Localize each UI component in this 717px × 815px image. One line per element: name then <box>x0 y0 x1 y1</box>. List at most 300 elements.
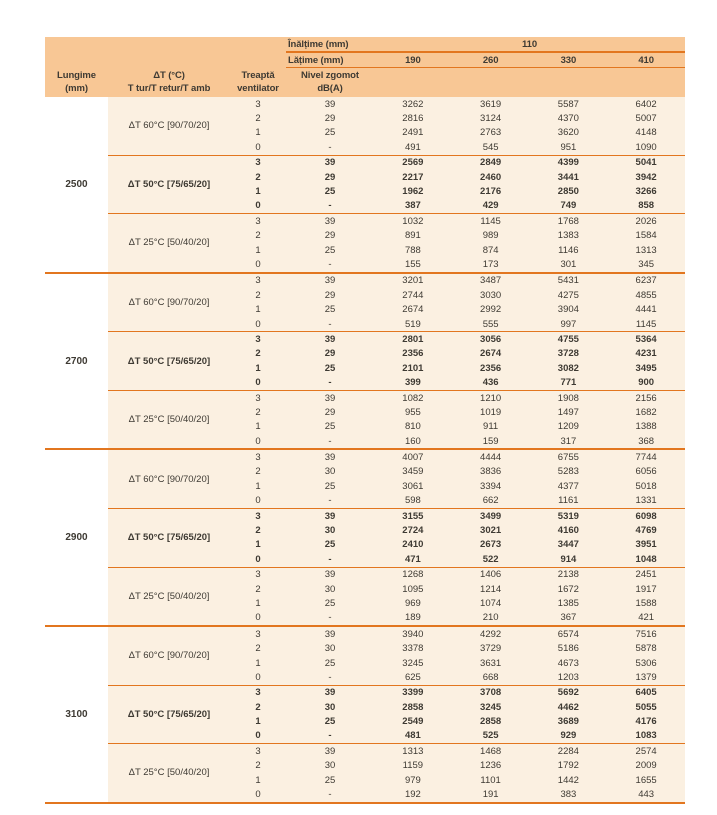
fan-step-cell: 0 <box>255 141 261 153</box>
output-value-cell: 668 <box>482 671 499 683</box>
output-value-cell: 7744 <box>635 452 657 464</box>
fan-step-cell: 3 <box>255 215 261 227</box>
fan-step-cell: 2 <box>255 171 261 183</box>
header-row-columns <box>45 68 685 97</box>
fan-step-cell: 1 <box>255 186 261 198</box>
output-value-cell: 1146 <box>558 244 579 256</box>
dt-group <box>108 97 685 156</box>
noise-level-cell: 25 <box>324 244 336 256</box>
length-value: 3100 <box>45 627 108 802</box>
output-value-cell: 2156 <box>635 392 657 404</box>
noise-level-cell: - <box>328 612 332 624</box>
output-value-cell: 6755 <box>557 452 579 464</box>
output-value-cell: 2549 <box>402 716 424 728</box>
noise-level-cell: 39 <box>324 275 336 287</box>
fan-step-cell: 2 <box>255 113 261 125</box>
output-value-cell: 5041 <box>635 157 657 169</box>
output-value-cell: 436 <box>482 377 499 389</box>
noise-level-cell: 39 <box>324 333 336 345</box>
output-value-cell: 491 <box>404 141 421 153</box>
output-value-cell: 3689 <box>557 716 579 728</box>
output-value-cell: 210 <box>482 612 499 624</box>
output-value-cell: 6405 <box>635 687 657 699</box>
output-value-cell: 3942 <box>635 171 657 183</box>
output-value-cell: 2410 <box>402 539 424 551</box>
output-value-cell: 2858 <box>480 716 502 728</box>
output-value-cell: 2356 <box>402 348 424 360</box>
output-value-cell: 4275 <box>557 289 579 301</box>
dt-label: ΔT 25°C [50/40/20] <box>128 590 210 602</box>
output-value-cell: 625 <box>404 671 421 683</box>
output-value-cell: 2217 <box>402 171 424 183</box>
noise-level-cell: 25 <box>324 362 336 374</box>
noise-level-cell: 39 <box>324 392 336 404</box>
output-value-cell: 1792 <box>557 760 579 772</box>
fan-step-cell: 2 <box>255 643 261 655</box>
output-value-cell: 1083 <box>635 730 657 742</box>
output-value-cell: 997 <box>560 318 577 330</box>
fan-step-cell: 0 <box>255 435 261 447</box>
output-value-cell: 555 <box>482 318 499 330</box>
output-value-cell: 5878 <box>635 643 657 655</box>
width-value: 190 <box>405 54 421 66</box>
output-value-cell: 481 <box>404 730 421 742</box>
noise-level-cell: 30 <box>324 643 336 655</box>
noise-level-cell: 25 <box>324 774 336 786</box>
fan-step-cell: 1 <box>255 716 261 728</box>
output-value-cell: 969 <box>404 597 421 609</box>
output-value-cell: 2724 <box>402 525 424 537</box>
output-value-cell: 2673 <box>480 539 502 551</box>
output-value-cell: 3155 <box>402 510 424 522</box>
output-value-cell: 3201 <box>402 275 424 287</box>
fan-step-cell: 1 <box>255 127 261 139</box>
output-value-cell: 891 <box>404 230 421 242</box>
output-value-cell: 2491 <box>402 127 424 139</box>
output-value-cell: 1962 <box>402 186 424 198</box>
width-value: 330 <box>560 54 577 66</box>
output-value-cell: 3056 <box>480 333 502 345</box>
header-row-height <box>45 37 685 53</box>
fan-step-cell: 0 <box>255 258 261 270</box>
fan-step-cell: 2 <box>255 701 261 713</box>
output-value-cell: 2849 <box>480 157 502 169</box>
noise-level-cell: 39 <box>324 98 336 110</box>
output-value-cell: 1442 <box>557 774 579 786</box>
output-value-cell: 1214 <box>480 583 502 595</box>
output-value-cell: 4673 <box>557 657 579 669</box>
height-label: Înălțime (mm) <box>288 39 349 51</box>
dt-label: ΔT 50°C [75/65/20] <box>127 708 211 720</box>
output-value-cell: 399 <box>404 377 421 389</box>
noise-level-cell: - <box>328 435 332 447</box>
fan-step-cell: 2 <box>255 583 261 595</box>
output-value-cell: 160 <box>404 435 421 447</box>
noise-level-cell: 39 <box>324 745 336 757</box>
width-value: 410 <box>638 54 654 66</box>
output-value-cell: 5692 <box>557 687 579 699</box>
output-value-cell: 1101 <box>480 774 501 786</box>
width-value: 260 <box>482 54 499 66</box>
noise-level-cell: 25 <box>324 716 336 728</box>
fan-step-cell: 1 <box>255 362 261 374</box>
output-value-cell: 1908 <box>557 392 579 404</box>
noise-level-cell: - <box>328 377 332 389</box>
output-value-cell: 2801 <box>402 333 424 345</box>
output-value-cell: 155 <box>404 258 421 270</box>
output-value-cell: 1406 <box>480 569 502 581</box>
noise-level-cell: 29 <box>324 348 336 360</box>
length-group <box>45 627 685 804</box>
output-value-cell: 3399 <box>402 687 424 699</box>
fan-step-cell: 2 <box>255 289 261 301</box>
output-value-cell: 4176 <box>635 716 657 728</box>
output-value-cell: 2816 <box>402 113 424 125</box>
fan-step-cell: 3 <box>255 745 261 757</box>
output-value-cell: 1379 <box>635 671 657 683</box>
dt-group <box>108 686 685 745</box>
dt-subgroups <box>108 450 685 625</box>
dt-subgroups <box>108 97 685 272</box>
dt-group <box>108 156 685 215</box>
output-value-cell: 191 <box>482 789 499 801</box>
output-value-cell: 1082 <box>402 392 424 404</box>
column-header-length: Lungime (mm) <box>57 70 96 94</box>
noise-level-cell: 39 <box>324 157 336 169</box>
output-value-cell: 367 <box>560 612 577 624</box>
output-value-cell: 1236 <box>480 760 502 772</box>
output-value-cell: 3951 <box>635 539 657 551</box>
table-header <box>45 37 685 97</box>
dt-group <box>108 332 685 391</box>
output-value-cell: 5364 <box>635 333 657 345</box>
output-value-cell: 1313 <box>635 244 657 256</box>
output-value-cell: 2674 <box>480 348 502 360</box>
output-value-cell: 6056 <box>635 466 657 478</box>
output-value-cell: 4462 <box>557 701 579 713</box>
output-value-cell: 3728 <box>557 348 579 360</box>
noise-level-cell: - <box>328 141 332 153</box>
output-value-cell: 2451 <box>635 569 657 581</box>
output-value-cell: 192 <box>404 789 421 801</box>
noise-level-cell: 39 <box>324 687 336 699</box>
length-group <box>45 97 685 274</box>
fan-step-cell: 0 <box>255 612 261 624</box>
output-value-cell: 1019 <box>480 406 502 418</box>
noise-level-cell: 30 <box>324 466 336 478</box>
output-value-cell: 3620 <box>557 127 579 139</box>
output-value-cell: 189 <box>404 612 421 624</box>
dt-group <box>108 450 685 509</box>
output-value-cell: 662 <box>482 495 499 507</box>
output-value-cell: 3061 <box>402 480 424 492</box>
fan-step-cell: 0 <box>255 553 261 565</box>
noise-level-cell: - <box>328 789 332 801</box>
noise-level-cell: 39 <box>324 510 336 522</box>
output-value-cell: 2026 <box>635 215 657 227</box>
fan-step-cell: 0 <box>255 495 261 507</box>
noise-level-cell: 29 <box>324 230 336 242</box>
output-value-cell: 173 <box>482 258 499 270</box>
output-value-cell: 3245 <box>402 657 424 669</box>
noise-level-cell: 25 <box>324 127 336 139</box>
output-value-cell: 2176 <box>480 186 502 198</box>
dt-group <box>108 568 685 626</box>
output-value-cell: 1468 <box>480 745 502 757</box>
column-header-dt: ΔT (°C) T tur/T retur/T amb <box>127 70 211 94</box>
output-value-cell: 4231 <box>635 348 657 360</box>
output-value-cell: 1385 <box>557 597 579 609</box>
dt-label: ΔT 60°C [90/70/20] <box>128 650 210 662</box>
fan-step-cell: 1 <box>255 421 261 433</box>
output-value-cell: 1159 <box>402 760 424 772</box>
output-value-cell: 3021 <box>480 525 502 537</box>
output-value-cell: 5319 <box>557 510 579 522</box>
output-value-cell: 7516 <box>635 628 657 640</box>
output-value-cell: 4399 <box>557 157 579 169</box>
output-value-cell: 3631 <box>480 657 502 669</box>
fan-step-cell: 2 <box>255 406 261 418</box>
output-value-cell: 1203 <box>557 671 579 683</box>
output-value-cell: 2992 <box>480 304 502 316</box>
output-value-cell: 2850 <box>557 186 579 198</box>
output-value-cell: 1313 <box>402 745 424 757</box>
output-value-cell: 1584 <box>635 230 657 242</box>
length-value: 2900 <box>45 450 108 625</box>
output-value-cell: 1331 <box>635 495 657 507</box>
output-value-cell: 911 <box>483 421 499 433</box>
noise-level-cell: 25 <box>324 186 336 198</box>
fan-step-cell: 3 <box>255 275 261 287</box>
output-value-cell: 2744 <box>402 289 424 301</box>
output-value-cell: 1095 <box>402 583 424 595</box>
dt-label: ΔT 25°C [50/40/20] <box>128 237 210 249</box>
output-value-cell: 545 <box>482 141 499 153</box>
output-value-cell: 3708 <box>480 687 502 699</box>
output-value-cell: 368 <box>638 435 655 447</box>
fan-step-cell: 3 <box>255 628 261 640</box>
fan-step-cell: 1 <box>255 539 261 551</box>
output-value-cell: 1074 <box>480 597 502 609</box>
noise-level-cell: 25 <box>324 304 336 316</box>
fan-step-cell: 1 <box>255 244 261 256</box>
output-value-cell: 5007 <box>635 113 657 125</box>
output-value-cell: 3441 <box>557 171 579 183</box>
output-value-cell: 4292 <box>480 628 502 640</box>
output-value-cell: 522 <box>482 553 499 565</box>
output-value-cell: 3940 <box>402 628 424 640</box>
dt-label: ΔT 60°C [90/70/20] <box>128 296 210 308</box>
output-value-cell: 4377 <box>557 480 579 492</box>
column-header-fan-step: Treaptă ventilator <box>237 70 279 94</box>
noise-level-cell: 39 <box>324 452 336 464</box>
output-value-cell: 4444 <box>480 452 502 464</box>
output-value-cell: 2460 <box>480 171 502 183</box>
output-value-cell: 1090 <box>635 141 657 153</box>
dt-group <box>108 627 685 686</box>
output-value-cell: 1917 <box>635 583 657 595</box>
noise-level-cell: 39 <box>324 215 336 227</box>
fan-step-cell: 0 <box>255 789 261 801</box>
heating-output-table <box>45 37 685 804</box>
fan-step-cell: 3 <box>255 687 261 699</box>
noise-level-cell: 30 <box>324 701 336 713</box>
output-value-cell: 2356 <box>480 362 502 374</box>
fan-step-cell: 1 <box>255 480 261 492</box>
noise-level-cell: 30 <box>324 583 336 595</box>
output-value-cell: 955 <box>404 406 421 418</box>
noise-level-cell: 25 <box>324 480 336 492</box>
output-value-cell: 4370 <box>557 113 579 125</box>
output-value-cell: 525 <box>482 730 499 742</box>
table-body <box>45 97 685 804</box>
output-value-cell: 810 <box>404 421 421 433</box>
output-value-cell: 3378 <box>402 643 424 655</box>
output-value-cell: 443 <box>638 789 655 801</box>
output-value-cell: 3904 <box>557 304 579 316</box>
noise-level-cell: - <box>328 495 332 507</box>
output-value-cell: 6574 <box>557 628 579 640</box>
output-value-cell: 2138 <box>557 569 579 581</box>
noise-level-cell: 29 <box>324 289 336 301</box>
output-value-cell: 3447 <box>557 539 579 551</box>
width-label: Lățime (mm) <box>288 54 344 66</box>
output-value-cell: 3836 <box>480 466 502 478</box>
output-value-cell: 3262 <box>402 98 424 110</box>
output-value-cell: 2101 <box>402 362 424 374</box>
output-value-cell: 4769 <box>635 525 657 537</box>
output-value-cell: 301 <box>560 258 577 270</box>
output-value-cell: 3030 <box>480 289 502 301</box>
output-value-cell: 2763 <box>480 127 502 139</box>
fan-step-cell: 0 <box>255 730 261 742</box>
fan-step-cell: 2 <box>255 466 261 478</box>
noise-level-cell: - <box>328 318 332 330</box>
fan-step-cell: 1 <box>255 304 261 316</box>
fan-step-cell: 0 <box>255 377 261 389</box>
output-value-cell: 4855 <box>635 289 657 301</box>
output-value-cell: 317 <box>560 435 577 447</box>
dt-label: ΔT 25°C [50/40/20] <box>128 414 210 426</box>
fan-step-cell: 0 <box>255 318 261 330</box>
output-value-cell: 3124 <box>480 113 502 125</box>
output-value-cell: 1388 <box>635 421 657 433</box>
fan-step-cell: 3 <box>255 452 261 464</box>
output-value-cell: 429 <box>482 200 499 212</box>
output-value-cell: 4755 <box>557 333 579 345</box>
noise-level-cell: 25 <box>324 539 336 551</box>
fan-step-cell: 0 <box>255 671 261 683</box>
output-value-cell: 749 <box>560 200 577 212</box>
dt-subgroups <box>108 627 685 802</box>
header-row-width <box>45 53 685 69</box>
output-value-cell: 3266 <box>635 186 657 198</box>
fan-step-cell: 2 <box>255 348 261 360</box>
dt-group <box>108 744 685 802</box>
column-header-noise: Nivel zgomot dB(A) <box>301 70 359 94</box>
fan-step-cell: 3 <box>255 98 261 110</box>
output-value-cell: 874 <box>482 244 499 256</box>
noise-level-cell: - <box>328 200 332 212</box>
noise-level-cell: 29 <box>324 406 336 418</box>
output-value-cell: 345 <box>638 258 655 270</box>
output-value-cell: 788 <box>404 244 421 256</box>
fan-step-cell: 3 <box>255 510 261 522</box>
output-value-cell: 2569 <box>402 157 424 169</box>
output-value-cell: 989 <box>482 230 499 242</box>
dt-group <box>108 509 685 568</box>
fan-step-cell: 2 <box>255 230 261 242</box>
dt-group <box>108 274 685 333</box>
output-value-cell: 4160 <box>557 525 579 537</box>
output-value-cell: 2284 <box>557 745 579 757</box>
fan-step-cell: 3 <box>255 333 261 345</box>
output-value-cell: 3729 <box>480 643 502 655</box>
output-value-cell: 5186 <box>557 643 579 655</box>
output-value-cell: 3495 <box>635 362 657 374</box>
output-value-cell: 4148 <box>635 127 657 139</box>
output-value-cell: 421 <box>638 612 655 624</box>
output-value-cell: 3499 <box>480 510 502 522</box>
output-value-cell: 2858 <box>402 701 424 713</box>
noise-level-cell: - <box>328 553 332 565</box>
output-value-cell: 383 <box>560 789 577 801</box>
length-value: 2700 <box>45 274 108 449</box>
output-value-cell: 1161 <box>558 495 579 507</box>
output-value-cell: 5055 <box>635 701 657 713</box>
output-value-cell: 1672 <box>557 583 579 595</box>
output-value-cell: 914 <box>560 553 577 565</box>
noise-level-cell: 30 <box>324 760 336 772</box>
output-value-cell: 1145 <box>480 215 501 227</box>
noise-level-cell: 25 <box>324 657 336 669</box>
output-value-cell: 1032 <box>402 215 424 227</box>
output-value-cell: 1383 <box>557 230 579 242</box>
output-value-cell: 5431 <box>557 275 579 287</box>
output-value-cell: 1588 <box>635 597 657 609</box>
dt-label: ΔT 50°C [75/65/20] <box>127 178 211 190</box>
fan-step-cell: 3 <box>255 157 261 169</box>
noise-level-cell: 25 <box>324 597 336 609</box>
dt-group <box>108 214 685 272</box>
output-value-cell: 5306 <box>635 657 657 669</box>
output-value-cell: 1145 <box>635 318 657 330</box>
output-value-cell: 6402 <box>635 98 657 110</box>
fan-step-cell: 1 <box>255 597 261 609</box>
output-value-cell: 3394 <box>480 480 502 492</box>
output-value-cell: 3619 <box>480 98 502 110</box>
output-value-cell: 6098 <box>635 510 657 522</box>
length-value: 2500 <box>45 97 108 272</box>
dt-label: ΔT 60°C [90/70/20] <box>128 473 210 485</box>
fan-step-cell: 1 <box>255 657 261 669</box>
output-value-cell: 5283 <box>557 466 579 478</box>
noise-level-cell: - <box>328 671 332 683</box>
dt-label: ΔT 25°C [50/40/20] <box>128 767 210 779</box>
output-value-cell: 951 <box>560 141 577 153</box>
output-value-cell: 471 <box>404 553 421 565</box>
output-value-cell: 1048 <box>635 553 657 565</box>
output-value-cell: 1209 <box>557 421 579 433</box>
output-value-cell: 1210 <box>480 392 502 404</box>
fan-step-cell: 2 <box>255 760 261 772</box>
output-value-cell: 387 <box>404 200 421 212</box>
fan-step-cell: 2 <box>255 525 261 537</box>
dt-label: ΔT 60°C [90/70/20] <box>128 120 210 132</box>
output-value-cell: 979 <box>404 774 421 786</box>
output-value-cell: 519 <box>404 318 421 330</box>
output-value-cell: 4007 <box>402 452 424 464</box>
